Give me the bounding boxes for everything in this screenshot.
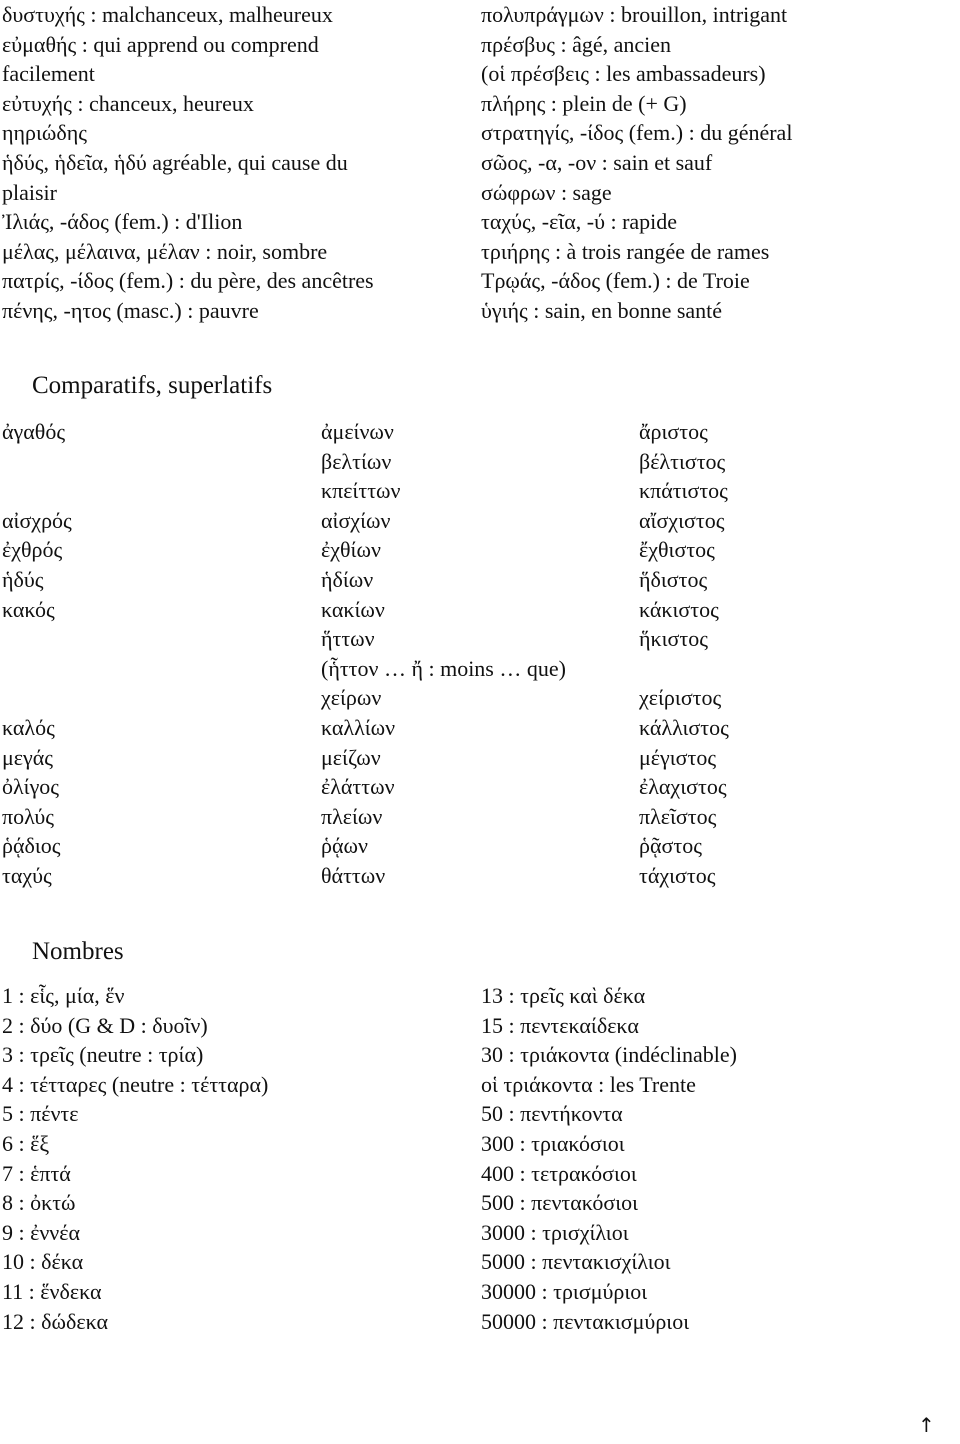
number-entry: 2 : δύο (G & D : δυοῖν): [2, 1012, 208, 1038]
up-arrow-icon[interactable]: ↑: [918, 1413, 935, 1437]
comparative-row: [0, 535, 960, 565]
number-entry: 300 : τριακόσιοι: [481, 1131, 625, 1156]
comparative-row: [0, 417, 960, 447]
superlative-form: πλεῖστος: [639, 803, 717, 829]
vocab-entry: Ἰλιάς, -άδος (fem.) : d'Ilion: [2, 209, 243, 235]
superlative-form: βέλτιστος: [639, 448, 726, 474]
positive-form: ταχύς: [2, 863, 52, 888]
vocab-entry: ταχύς, -εῖα, -ύ : rapide: [481, 209, 678, 235]
positive-form: κακός: [2, 596, 55, 622]
superlative-form: κάλλιστος: [639, 715, 729, 740]
positive-form: μεγάς: [2, 744, 53, 770]
comparative-row: [0, 595, 960, 625]
positive-form: ῥᾴδιος: [2, 833, 61, 859]
comparative-row: [0, 565, 960, 595]
comparative-form: θάττων: [321, 863, 386, 888]
superlative-form: ῥᾷστος: [639, 833, 702, 859]
comparative-row: [0, 713, 960, 743]
superlative-form: ἔχθιστος: [639, 537, 715, 563]
vocab-entry: πλήρης : plein de (+ G): [481, 90, 687, 116]
number-entry: 30000 : τρισμύριοι: [481, 1279, 648, 1304]
vocab-entry: ηηριώδης: [2, 120, 87, 146]
number-entry: 15 : πεντεκαίδεκα: [481, 1012, 639, 1038]
number-entry: 13 : τρεῖς καὶ δέκα: [481, 983, 646, 1008]
positive-form: ἡδύς: [2, 567, 44, 592]
comparative-form: καλλίων: [321, 715, 396, 740]
number-entry: 50000 : πεντακισμύριοι: [481, 1308, 690, 1334]
number-entry: οἱ τριάκοντα : les Trente: [481, 1071, 696, 1097]
vocab-entry: σῶος, -α, -ον : sain et sauf: [481, 150, 713, 175]
vocab-entry: Τρῳάς, -άδος (fem.) : de Troie: [481, 268, 750, 294]
vocab-entry: πένης, -ητος (masc.) : pauvre: [2, 298, 259, 323]
vocab-entry: εὐτυχής : chanceux, heureux: [2, 90, 254, 116]
vocab-entry: στρατηγίς, -ίδος (fem.) : du général: [481, 120, 793, 146]
superlative-form: ἄριστος: [639, 419, 708, 444]
comparative-form: πλείων: [321, 803, 383, 829]
comparative-row: [0, 476, 960, 506]
vocab-entry: ἡδύς, ἡδεῖα, ἡδύ agréable, qui cause du: [2, 150, 348, 175]
number-entry: 5000 : πεντακισχίλιοι: [481, 1249, 671, 1275]
number-entry: 10 : δέκα: [2, 1249, 84, 1275]
number-entry: 7 : ἑπτά: [2, 1160, 71, 1186]
positive-form: ἐχθρός: [2, 537, 63, 563]
vocab-entry: σώφρων : sage: [481, 179, 612, 205]
superlative-form: τάχιστος: [639, 863, 716, 888]
vocab-entry: πρέσβυς : âgé, ancien: [481, 31, 672, 57]
comparative-note: (ἧττον … ἤ : moins … que): [321, 655, 566, 681]
positive-form: ἀγαθός: [2, 419, 66, 444]
comparative-form: ἐλάττων: [321, 774, 395, 800]
vocab-entry: δυστυχής : malchanceux, malheureux: [2, 2, 333, 27]
number-entry: 9 : ἐννέα: [2, 1219, 81, 1245]
vocab-entry: πολυπράγμων : brouillon, intrigant: [481, 2, 788, 27]
comparative-row: [0, 861, 960, 891]
comparative-form: ἀμείνων: [321, 419, 394, 444]
comparatives-heading: Comparatifs, superlatifs: [32, 372, 273, 399]
superlative-form: ἥδιστος: [639, 567, 708, 592]
comparative-row: [0, 506, 960, 536]
comparative-form: χείρων: [321, 685, 382, 711]
vocab-entry: τριήρης : à trois rangée de rames: [481, 238, 770, 264]
comparative-form: κπείττων: [321, 478, 401, 504]
number-entry: 8 : ὀκτώ: [2, 1190, 76, 1216]
comparative-row: [0, 654, 960, 684]
comparative-form: κακίων: [321, 596, 385, 622]
number-entry: 1 : εἷς, μία, ἕν: [2, 983, 125, 1008]
comparative-row: [0, 772, 960, 802]
number-entry: 3000 : τρισχίλιοι: [481, 1219, 629, 1245]
comparative-form: ἐχθίων: [321, 537, 381, 563]
superlative-form: χείριστος: [639, 685, 722, 711]
vocab-entry: μέλας, μέλαινα, μέλαν : noir, sombre: [2, 238, 328, 264]
positive-form: αἰσχρός: [2, 507, 72, 533]
comparative-form: ῥᾴων: [321, 833, 368, 859]
number-entry: 400 : τετρακόσιοι: [481, 1160, 637, 1186]
vocab-entry: facilement: [2, 61, 95, 87]
vocab-entry: εὐμαθής : qui apprend ou comprend: [2, 31, 319, 57]
positive-form: πολύς: [2, 803, 54, 829]
number-entry: 12 : δώδεκα: [2, 1308, 108, 1334]
number-entry: 6 : ἕξ: [2, 1131, 50, 1156]
superlative-form: ἥκιστος: [639, 626, 708, 652]
comparative-row: [0, 624, 960, 654]
number-entry: 5 : πέντε: [2, 1101, 79, 1127]
vocab-entry: plaisir: [2, 179, 57, 205]
superlative-form: αἴσχιστος: [639, 507, 725, 533]
number-entry: 30 : τριάκοντα (indéclinable): [481, 1042, 737, 1068]
comparative-row: [0, 743, 960, 773]
superlative-form: ἐλαχιστος: [639, 774, 727, 800]
superlative-form: κάκιστος: [639, 596, 719, 622]
comparative-form: μείζων: [321, 744, 381, 770]
positive-form: ὀλίγος: [2, 774, 60, 800]
comparative-form: αἰσχίων: [321, 507, 391, 533]
superlative-form: κπάτιστος: [639, 478, 728, 504]
superlative-form: μέγιστος: [639, 744, 717, 770]
comparative-row: [0, 802, 960, 832]
number-entry: 3 : τρεῖς (neutre : τρία): [2, 1042, 204, 1068]
number-entry: 500 : πεντακόσιοι: [481, 1190, 639, 1216]
vocab-entry: πατρίς, -ίδος (fem.) : du père, des ancêtres: [2, 268, 374, 294]
vocab-entry: ὑγιής : sain, en bonne santé: [481, 298, 723, 323]
comparative-row: [0, 831, 960, 861]
numbers-heading: Nombres: [32, 938, 124, 965]
comparative-row: [0, 447, 960, 477]
number-entry: 50 : πεντήκοντα: [481, 1101, 623, 1127]
positive-form: καλός: [2, 715, 55, 740]
comparative-row: [0, 683, 960, 713]
number-entry: 11 : ἕνδεκα: [2, 1279, 102, 1304]
comparative-form: ἥττων: [321, 626, 375, 652]
vocab-entry: (οἱ πρέσβεις : les ambassadeurs): [481, 61, 766, 87]
comparative-form: ἡδίων: [321, 567, 374, 592]
comparative-form: βελτίων: [321, 448, 392, 474]
number-entry: 4 : τέτταρες (neutre : τέτταρα): [2, 1071, 269, 1097]
